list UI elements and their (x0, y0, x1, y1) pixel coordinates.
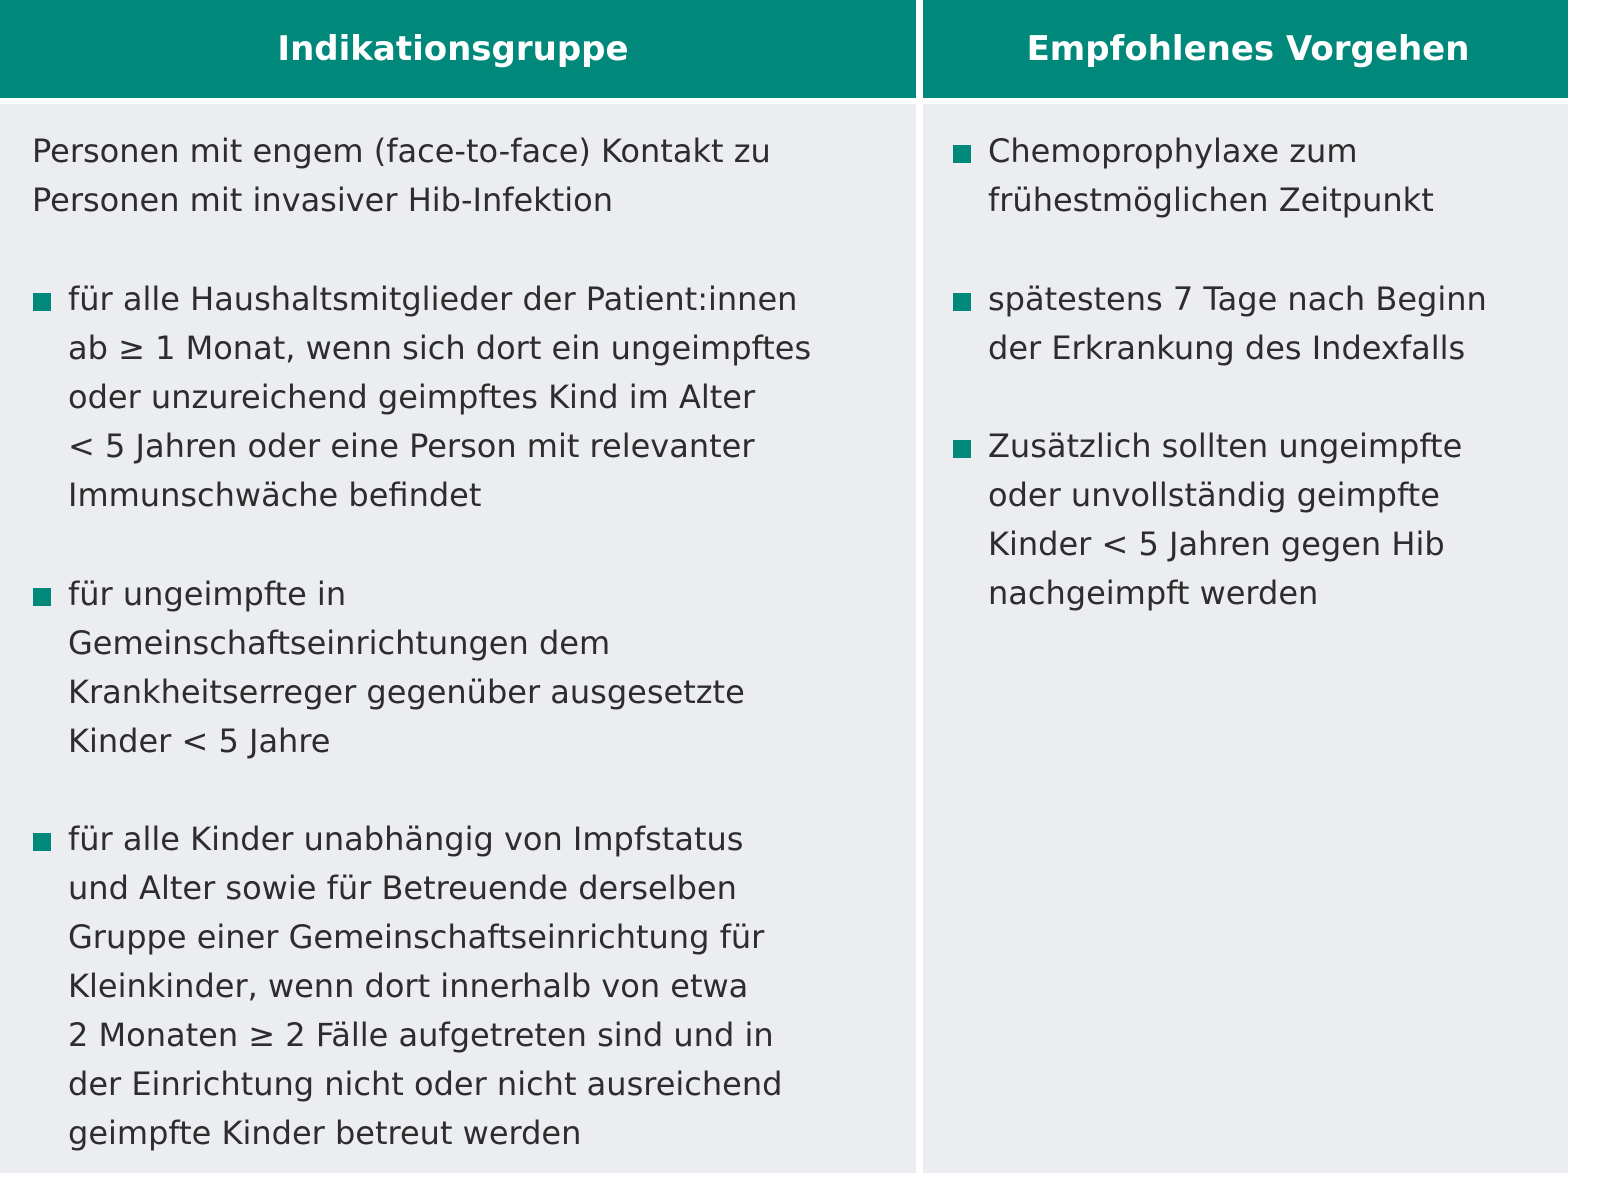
bullet-square-icon (33, 588, 51, 606)
list-item-text: für alle Kinder unabhängig von Impfstatus und Alter sowie für Betreuende derselben Gruppe einer Gemeinschaftseinrichtung für Kleinkinder, wenn dort innerhalb von etwa 2 Monaten ≥ 2 Fälle aufgetreten sind und in der Einrichtung nicht oder nicht ausreichend geimpfte Kinder betreut werden (68, 820, 783, 1152)
list-item-text: Chemoprophylaxe zum frühestmöglichen Zeitpunkt (988, 132, 1434, 219)
cell-empfohlenes-vorgehen (923, 104, 1568, 1173)
cell-indikationsgruppe (0, 104, 916, 1173)
bullet-square-icon (953, 440, 971, 458)
bullet-square-icon (953, 145, 971, 163)
header-empfohlenes-vorgehen: Empfohlenes Vorgehen (923, 0, 1568, 98)
intro-text: Personen mit engem (face-to-face) Kontakt zu Personen mit invasiver Hib-Infektion (32, 132, 771, 219)
bullet-square-icon (953, 293, 971, 311)
list-item-text: für ungeimpfte in Gemeinschaftseinrichtungen dem Krankheitserreger gegenüber ausgesetzte Kinder < 5 Jahre (68, 575, 745, 760)
bullet-square-icon (33, 293, 51, 311)
list-item-text: Zusätzlich sollten ungeimpfte oder unvollständig geimpfte Kinder < 5 Jahren gegen Hib nachgeimpft werden (988, 427, 1463, 612)
list-item-text: für alle Haushaltsmitglieder der Patient:innen ab ≥ 1 Monat, wenn sich dort ein ungeimpftes oder unzureichend geimpftes Kind im Alter < 5 Jahren oder eine Person mit relevanter Immunschwäche befindet (68, 280, 812, 514)
list-item-text: spätestens 7 Tage nach Beginn der Erkrankung des Indexfalls (988, 280, 1487, 367)
header-indikationsgruppe: Indikationsgruppe (0, 0, 916, 98)
bullet-square-icon (33, 833, 51, 851)
